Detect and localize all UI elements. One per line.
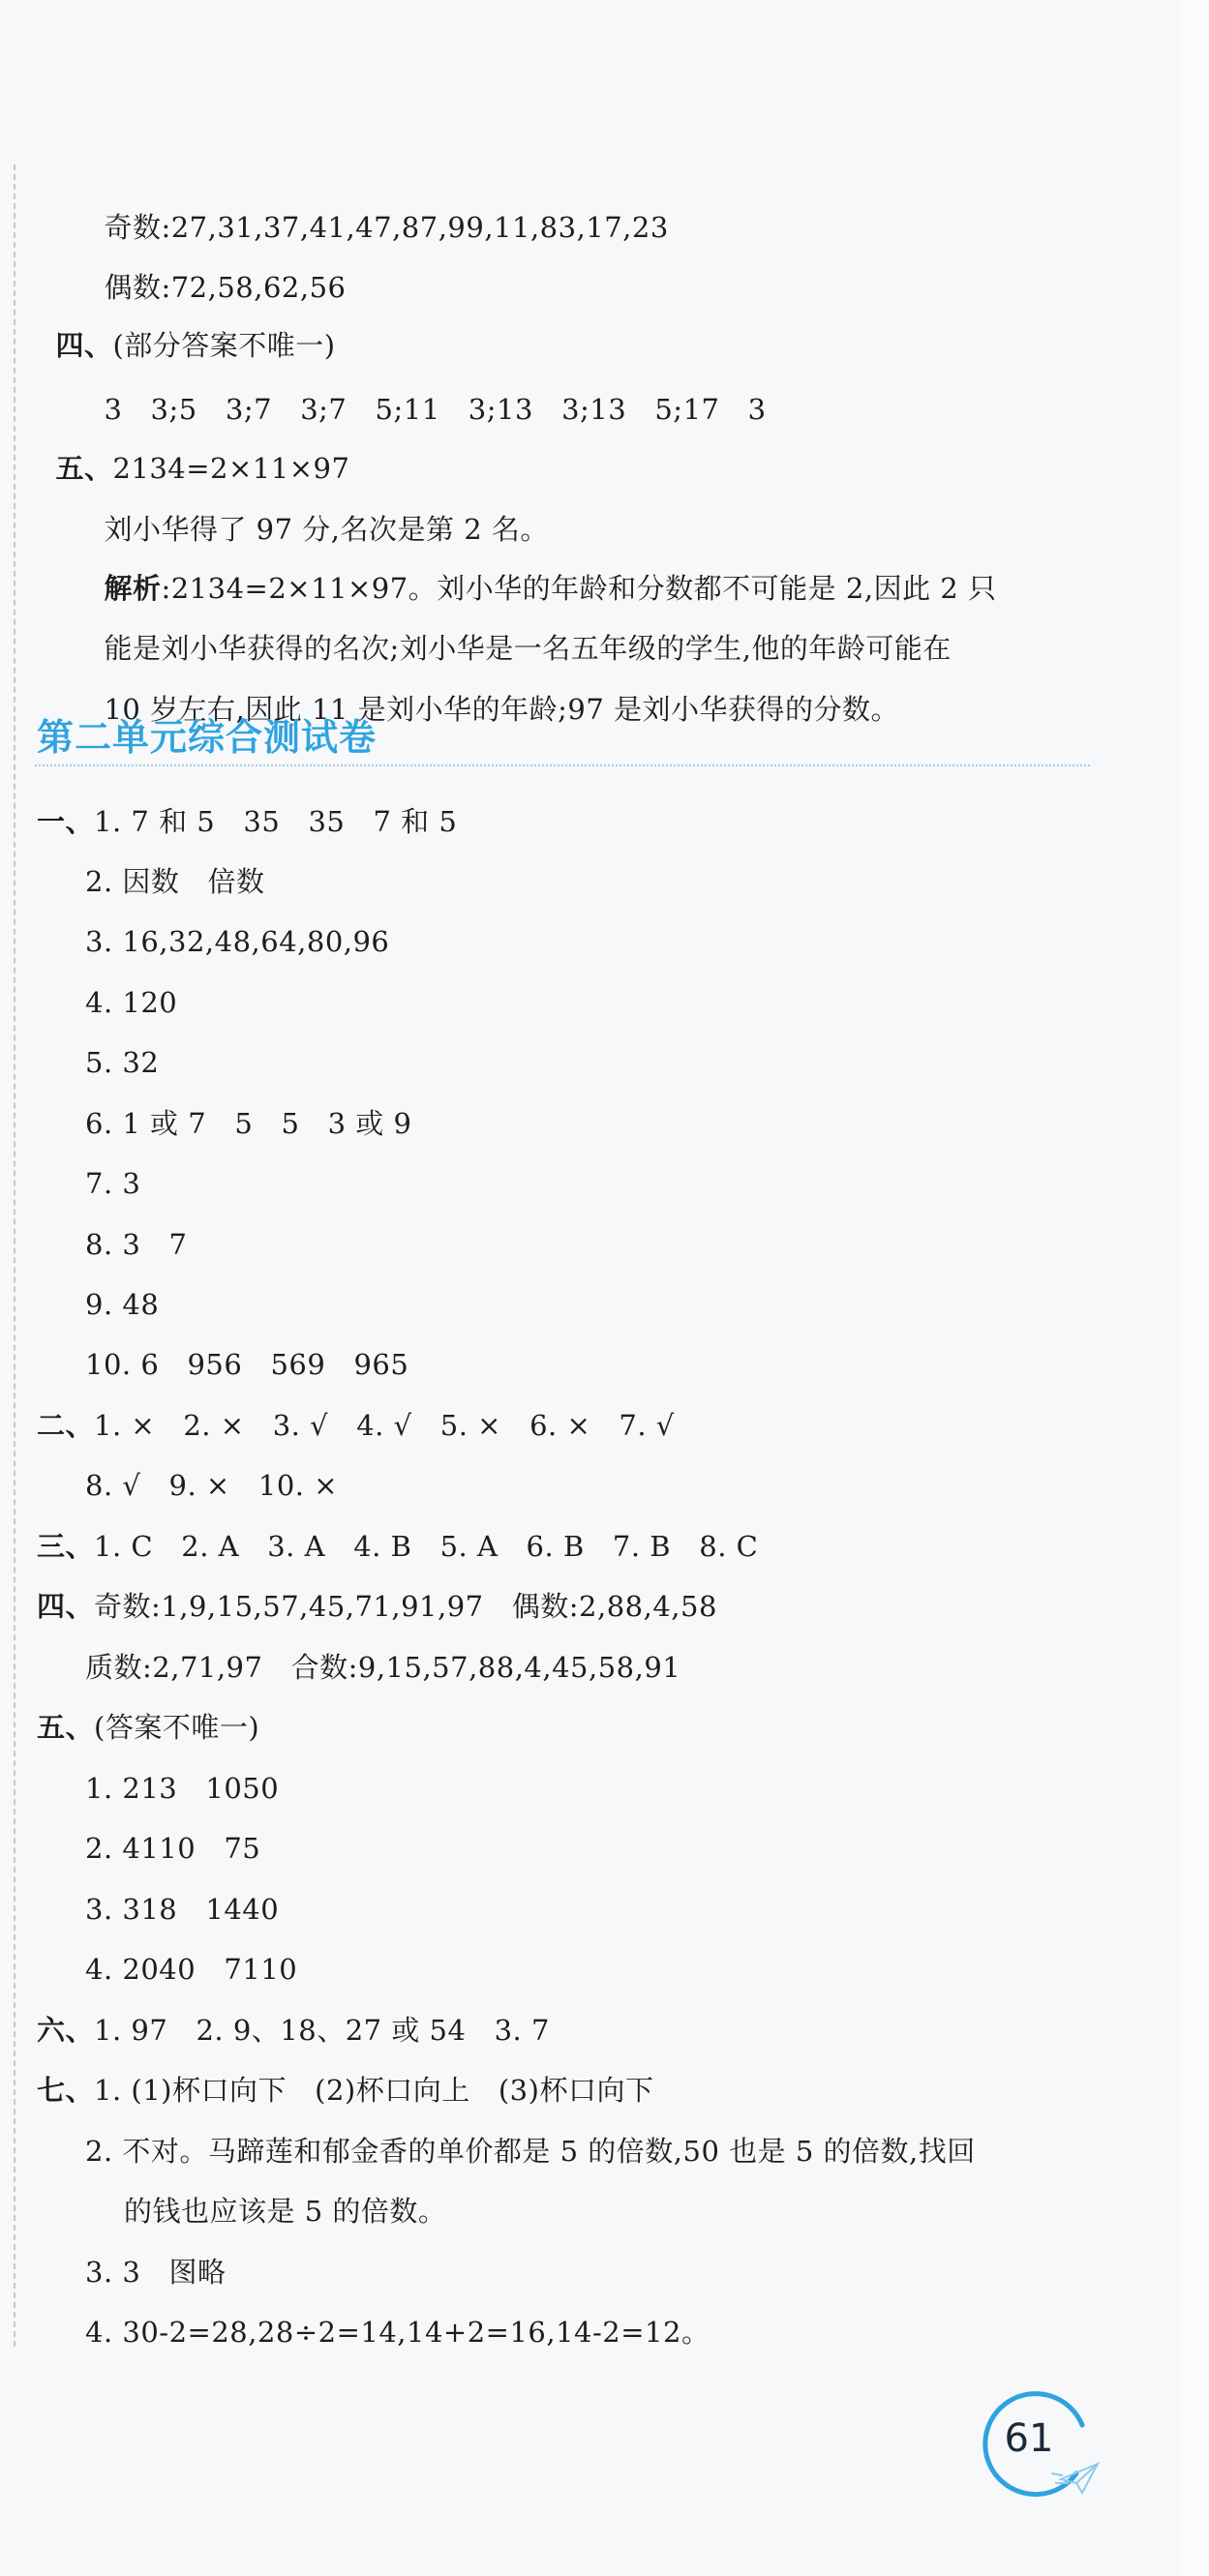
answer-line: 偶数:72,58,62,56: [104, 271, 347, 304]
answer-line: 4. 30-2=28,28÷2=14,14+2=16,14-2=12。: [85, 2316, 710, 2349]
answer-line: 3. 3 图略: [85, 2256, 227, 2289]
answer-line: 4. 2040 7110: [85, 1953, 298, 1986]
margin-dashed-line: [14, 165, 15, 2347]
page-number: 61: [1004, 2416, 1054, 2461]
answer-line: 4. 120: [85, 986, 178, 1019]
answer-line: 奇数:27,31,37,41,47,87,99,11,83,17,23: [104, 211, 669, 244]
answer-line: 1. 213 1050: [85, 1772, 280, 1805]
answer-line: 3. 16,32,48,64,80,96: [85, 925, 390, 958]
answer-line: 刘小华得了 97 分,名次是第 2 名。: [104, 513, 549, 546]
answer-line: 3 3;5 3;7 3;7 5;11 3;13 3;13 5;17 3: [104, 393, 767, 426]
answer-line: 3. 318 1440: [85, 1893, 280, 1926]
answer-line: 2. 4110 75: [85, 1832, 261, 1865]
answer-line: 四、奇数:1,9,15,57,45,71,91,97 偶数:2,88,4,58: [37, 1590, 717, 1623]
answer-line: 质数:2,71,97 合数:9,15,57,88,4,45,58,91: [85, 1651, 681, 1684]
answer-line: 三、1. C 2. A 3. A 4. B 5. A 6. B 7. B 8. C: [37, 1530, 759, 1563]
page-edge: [1181, 0, 1209, 2576]
answer-line: 五、2134=2×11×97: [55, 452, 350, 485]
analysis-line: 10 岁左右,因此 11 是刘小华的年龄;97 是刘小华获得的分数。: [104, 693, 900, 726]
answer-line: 8. √ 9. × 10. ×: [85, 1469, 338, 1502]
answer-line: 的钱也应该是 5 的倍数。: [124, 2195, 447, 2228]
answer-line: 六、1. 97 2. 9、18、27 或 54 3. 7: [37, 2014, 550, 2047]
analysis-line: 能是刘小华获得的名次;刘小华是一名五年级的学生,他的年龄可能在: [104, 632, 952, 665]
answer-line: 七、1. (1)杯口向下 (2)杯口向上 (3)杯口向下: [37, 2074, 654, 2107]
section-title: 第二单元综合测试卷: [37, 716, 378, 759]
answer-line: 8. 3 7: [85, 1228, 188, 1261]
answer-line: 5. 32: [85, 1046, 160, 1079]
answer-line: 6. 1 或 7 5 5 3 或 9: [85, 1107, 412, 1140]
answer-line: 9. 48: [85, 1288, 160, 1321]
answer-line: 2. 因数 倍数: [85, 865, 265, 898]
answer-line: 五、(答案不唯一): [37, 1711, 260, 1744]
answer-line: 四、(部分答案不唯一): [55, 329, 336, 362]
answer-line: 一、1. 7 和 5 35 35 7 和 5: [37, 805, 458, 838]
section-rule: [35, 764, 1090, 766]
answer-line: 7. 3: [85, 1167, 141, 1200]
answer-line: 二、1. × 2. × 3. √ 4. √ 5. × 6. × 7. √: [37, 1409, 675, 1442]
answer-line: 10. 6 956 569 965: [85, 1348, 409, 1381]
analysis-line: 解析:2134=2×11×97。刘小华的年龄和分数都不可能是 2,因此 2 只: [104, 572, 997, 605]
answer-line: 2. 不对。马蹄莲和郁金香的单价都是 5 的倍数,50 也是 5 的倍数,找回: [85, 2135, 976, 2168]
